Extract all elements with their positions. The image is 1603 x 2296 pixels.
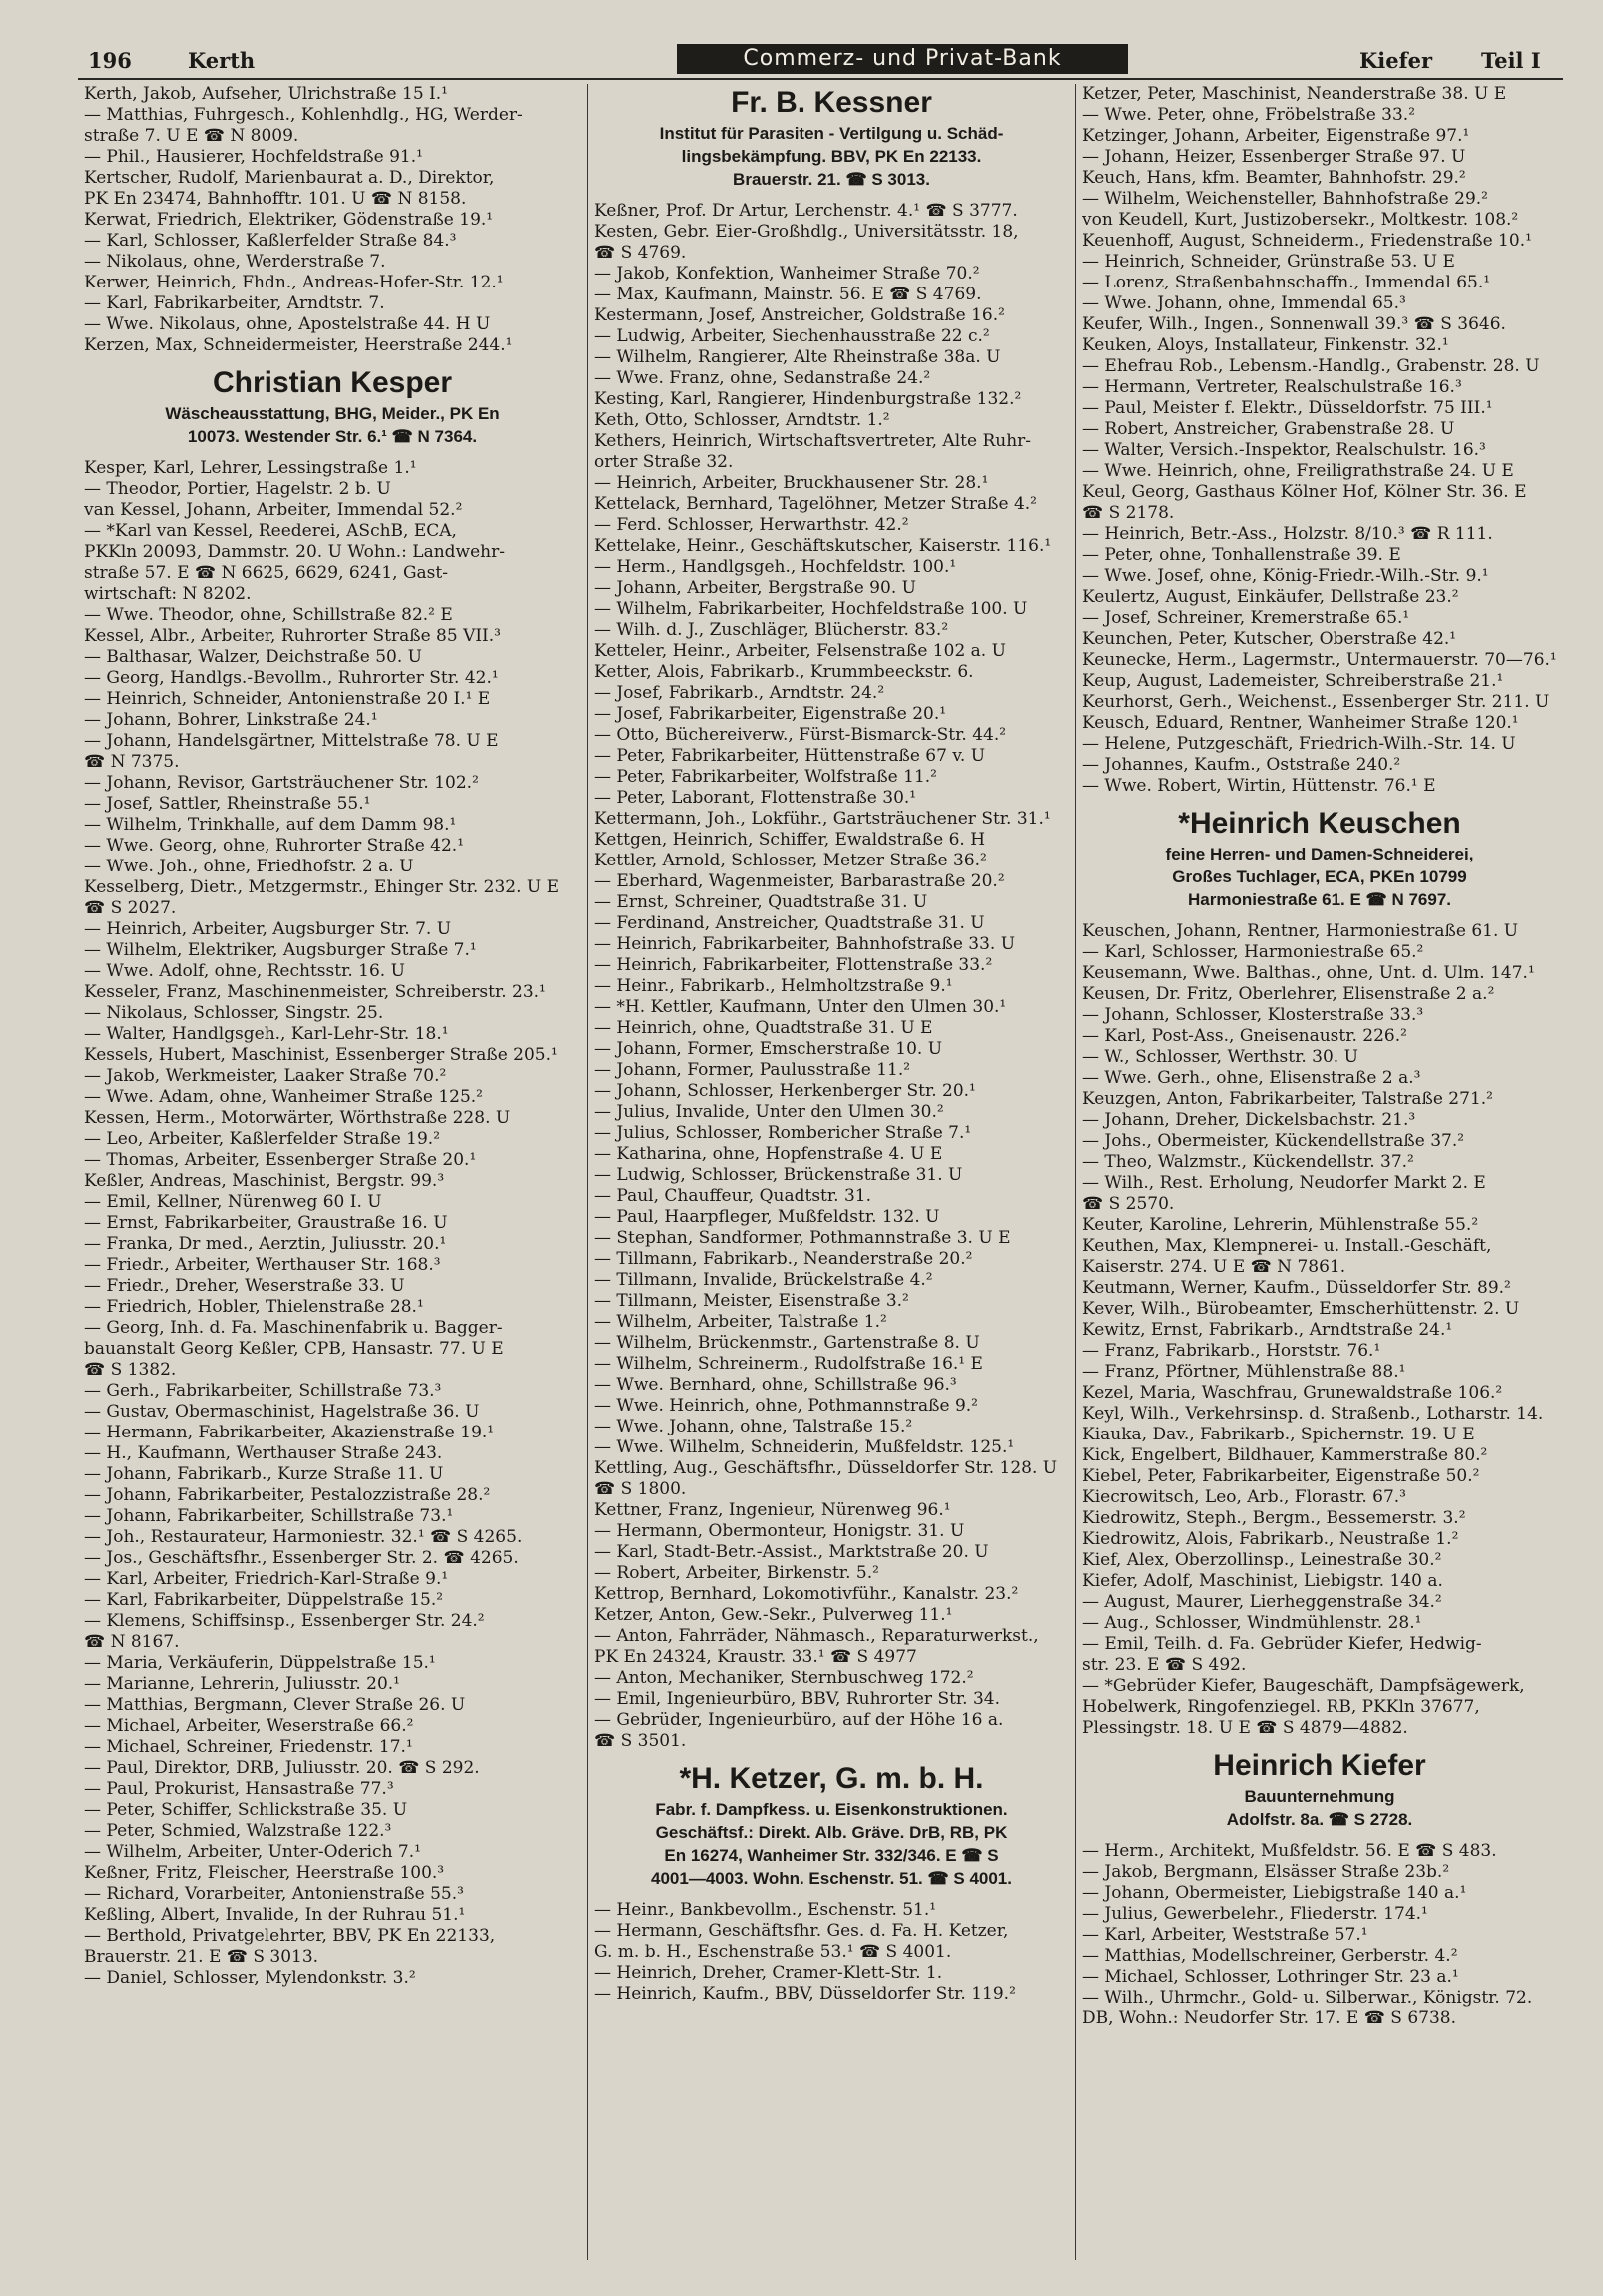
ad-kessner-title: Fr. B. Kessner: [731, 86, 932, 119]
directory-entry: Kettelack, Bernhard, Tagelöhner, Metzer Straße 4.²: [594, 494, 1037, 514]
directory-entry: Keuter, Karoline, Lehrerin, Mühlenstraße 55.²: [1082, 1215, 1479, 1235]
directory-entry: — Peter, Fabrikarbeiter, Hüttenstraße 67 v. U: [594, 746, 986, 766]
ad-kesper-line: 10073. Westender Str. 6.¹ ☎ N 7364.: [187, 427, 478, 446]
directory-entry: Keutmann, Werner, Kaufm., Düsseldorfer Str. 89.²: [1082, 1278, 1511, 1298]
directory-entry: DB, Wohn.: Neudorfer Str. 17. E ☎ S 6738.: [1082, 2009, 1457, 2028]
directory-entry: — Paul, Haarpfleger, Mußfeldstr. 132. U: [594, 1207, 940, 1227]
directory-entry: — Johann, Fabrikarbeiter, Schillstraße 73.¹: [84, 1506, 454, 1526]
directory-entry: Kettermann, Joh., Lokführ., Gartsträuchener Str. 31.¹: [594, 809, 1051, 829]
directory-entry: Keusen, Dr. Fritz, Oberlehrer, Elisenstraße 2 a.²: [1082, 984, 1495, 1004]
directory-entry: Kethers, Heinrich, Wirtschaftsvertreter, Alte Ruhr-: [594, 431, 1032, 451]
directory-entry: — Wwe. Johann, ohne, Talstraße 15.²: [594, 1417, 913, 1436]
directory-entry: Kertscher, Rudolf, Marienbaurat a. D., Direktor,: [84, 168, 495, 188]
directory-entry: Kewitz, Ernst, Fabrikarb., Arndtstraße 24.¹: [1082, 1320, 1453, 1340]
directory-entry: — Max, Kaufmann, Mainstr. 56. E ☎ S 4769.: [594, 285, 982, 304]
ad-ketzer-line: En 16274, Wanheimer Str. 332/346. E ☎ S: [664, 1846, 999, 1865]
left-catchword: Kerth: [188, 48, 256, 73]
directory-entry: Brauerstr. 21. E ☎ S 3013.: [84, 1947, 319, 1967]
directory-entry: — Heinrich, Arbeiter, Augsburger Str. 7. U: [84, 919, 452, 939]
directory-entry: Kiebel, Peter, Fabrikarbeiter, Eigenstraße 50.²: [1082, 1466, 1480, 1486]
entry-list: [84, 84, 581, 356]
directory-entry: Ketzinger, Johann, Arbeiter, Eigenstraße 97.¹: [1082, 126, 1470, 146]
directory-entry: Ketter, Alois, Fabrikarb., Krummbeeckstr. 6.: [594, 662, 974, 682]
directory-entry: straße 57. E ☎ N 6625, 6629, 6241, Gast-: [84, 563, 448, 583]
directory-entry: Kettler, Arnold, Schlosser, Metzer Straße 36.²: [594, 851, 987, 870]
directory-entry: — Wilh., Uhrmchr., Gold- u. Silberwar., Königstr. 72.: [1082, 1988, 1533, 2008]
directory-entry: — Wwe. Adolf, ohne, Rechtsstr. 16. U: [84, 961, 405, 981]
directory-entry: Kerth, Jakob, Aufseher, Ulrichstraße 15 I.¹: [84, 84, 448, 104]
directory-entry: — Wwe. Franz, ohne, Sedanstraße 24.²: [594, 368, 931, 388]
directory-entry: — Friedr., Dreher, Weserstraße 33. U: [84, 1276, 405, 1296]
directory-entry: — Johann, Heizer, Essenberger Straße 97. U: [1082, 147, 1466, 167]
directory-entry: Hobelwerk, Ringofenziegel. RB, PKKln 37677,: [1082, 1697, 1480, 1717]
directory-entry: Keup, August, Lademeister, Schreiberstraße 21.¹: [1082, 671, 1504, 691]
directory-entry: ☎ S 2570.: [1082, 1194, 1175, 1214]
directory-entry: — Josef, Schreiner, Kremerstraße 65.¹: [1082, 608, 1410, 628]
directory-entry: — Franz, Fabrikarb., Horststr. 76.¹: [1082, 1341, 1381, 1361]
directory-entry: — Wilhelm, Brückenmstr., Gartenstraße 8. U: [594, 1333, 980, 1353]
column-1: [78, 84, 587, 2260]
directory-entry: ☎ S 1800.: [594, 1479, 687, 1499]
directory-entry: — Jakob, Konfektion, Wanheimer Straße 70.²: [594, 264, 980, 284]
directory-entry: — Hermann, Vertreter, Realschulstraße 16.³: [1082, 377, 1462, 397]
column-3: [1076, 84, 1563, 2260]
directory-entry: — Wwe. Gerh., ohne, Elisenstraße 2 a.³: [1082, 1068, 1421, 1088]
ad-ketzer-line: Fabr. f. Dampfkess. u. Eisenkonstruktionen.: [655, 1800, 1008, 1819]
directory-entry: Keyl, Wilh., Verkehrsinsp. d. Straßenb., Lotharstr. 14.: [1082, 1404, 1544, 1424]
directory-entry: — August, Maurer, Lierheggenstraße 34.²: [1082, 1592, 1442, 1612]
directory-entry: — Michael, Schreiner, Friedenstr. 17.¹: [84, 1737, 413, 1757]
directory-entry: Keuken, Aloys, Installateur, Finkenstr. 32.¹: [1082, 335, 1449, 355]
directory-entry: Kessel, Albr., Arbeiter, Ruhrorter Straße 85 VII.³: [84, 626, 501, 646]
directory-entry: — Michael, Schlosser, Lothringer Str. 23 a.¹: [1082, 1967, 1459, 1987]
directory-entry: — Heinrich, Betr.-Ass., Holzstr. 8/10.³ ☎ R 111.: [1082, 524, 1493, 544]
columns: [78, 84, 1563, 2260]
directory-entry: Kettelake, Heinr., Geschäftskutscher, Kaiserstr. 116.¹: [594, 536, 1052, 556]
directory-entry: — Walter, Versich.-Inspektor, Realschulstr. 16.³: [1082, 440, 1486, 460]
directory-entry: Keuthen, Max, Klempnerei- u. Install.-Geschäft,: [1082, 1236, 1492, 1256]
right-catchword: Kiefer: [1359, 48, 1433, 73]
directory-entry: Ketzer, Anton, Gew.-Sekr., Pulverweg 11.¹: [594, 1605, 953, 1625]
column-2: [587, 84, 1076, 2260]
directory-entry: — Jakob, Werkmeister, Laaker Straße 70.²: [84, 1066, 447, 1086]
directory-entry: — Otto, Büchereiverw., Fürst-Bismarck-Str. 44.²: [594, 725, 1007, 745]
directory-entry: PKKln 20093, Dammstr. 20. U Wohn.: Landwehr-: [84, 542, 505, 562]
directory-entry: Kiefer, Adolf, Maschinist, Liebigstr. 140 a.: [1082, 1571, 1443, 1591]
directory-entry: Keuch, Hans, kfm. Beamter, Bahnhofstr. 29.²: [1082, 168, 1466, 188]
directory-entry: Keunecke, Herm., Lagermstr., Untermauerstr. 70—76.¹: [1082, 650, 1557, 670]
directory-entry: — Johann, Former, Paulusstraße 11.²: [594, 1060, 911, 1080]
ad-ketzer-line: Geschäftsf.: Direkt. Alb. Gräve. DrB, RB, PK: [655, 1823, 1008, 1842]
directory-entry: — Ernst, Schreiner, Quadtstraße 31. U: [594, 892, 928, 912]
directory-entry: — Franz, Pförtner, Mühlenstraße 88.¹: [1082, 1362, 1406, 1382]
ad-kiefer-title: Heinrich Kiefer: [1213, 1749, 1426, 1782]
directory-entry: — Nikolaus, ohne, Werderstraße 7.: [84, 252, 386, 272]
entry-list: [594, 201, 1069, 1752]
directory-entry: — Karl, Schlosser, Harmoniestraße 65.²: [1082, 942, 1424, 962]
entry-list: [84, 458, 581, 1989]
directory-entry: — Josef, Fabrikarb., Arndtstr. 24.²: [594, 683, 885, 703]
directory-entry: — Daniel, Schlosser, Mylendonkstr. 3.²: [84, 1968, 416, 1988]
directory-entry: Ketteler, Heinr., Arbeiter, Felsenstraße 102 a. U: [594, 641, 1006, 661]
directory-entry: ☎ S 4769.: [594, 243, 687, 263]
directory-entry: — Thomas, Arbeiter, Essenberger Straße 20.¹: [84, 1150, 477, 1170]
directory-entry: — Herm., Architekt, Mußfeldstr. 56. E ☎ S 483.: [1082, 1841, 1497, 1861]
directory-entry: Kiedrowitz, Alois, Fabrikarb., Neustraße 1.²: [1082, 1529, 1459, 1549]
directory-entry: Kettgen, Heinrich, Schiffer, Ewaldstraße 6. H: [594, 830, 986, 850]
directory-entry: G. m. b. H., Eschenstraße 53.¹ ☎ S 4001.: [594, 1942, 952, 1962]
entry-list: [1082, 84, 1557, 797]
directory-entry: — Georg, Inh. d. Fa. Maschinenfabrik u. Bagger-: [84, 1318, 503, 1338]
directory-entry: — Berthold, Privatgelehrter, BBV, PK En 22133,: [84, 1926, 496, 1946]
directory-entry: — Karl, Fabrikarbeiter, Arndtstr. 7.: [84, 293, 385, 313]
directory-entry: — Stephan, Sandformer, Pothmannstraße 3. U E: [594, 1228, 1011, 1248]
directory-entry: — Emil, Kellner, Nürenweg 60 I. U: [84, 1192, 382, 1212]
directory-entry: Kerwer, Heinrich, Fhdn., Andreas-Hofer-Str. 12.¹: [84, 273, 504, 292]
directory-entry: — Hermann, Geschäftsfhr. Ges. d. Fa. H. Ketzer,: [594, 1921, 1009, 1941]
directory-entry: Keunchen, Peter, Kutscher, Oberstraße 42.¹: [1082, 629, 1457, 649]
directory-entry: — Katharina, ohne, Hopfenstraße 4. U E: [594, 1144, 943, 1164]
directory-entry: — Julius, Schlosser, Rombericher Straße 7.¹: [594, 1123, 972, 1143]
directory-entry: van Kessel, Johann, Arbeiter, Immendal 52.²: [84, 500, 463, 520]
directory-entry: — Leo, Arbeiter, Kaßlerfelder Straße 19.²: [84, 1129, 441, 1149]
directory-entry: Kief, Alex, Oberzollinsp., Leinestraße 30.²: [1082, 1550, 1442, 1570]
bank-banner: Commerz- und Privat-Bank: [677, 44, 1128, 74]
directory-entry: — Heinr., Fabrikarb., Helmholtzstraße 9.¹: [594, 976, 953, 996]
part-label: Teil I: [1481, 48, 1541, 73]
ad-keuschen-title: *Heinrich Keuschen: [1178, 807, 1461, 840]
directory-entry: — Wwe. Bernhard, ohne, Schillstraße 96.³: [594, 1375, 957, 1395]
directory-entry: Keusch, Eduard, Rentner, Wanheimer Straße 120.¹: [1082, 713, 1519, 733]
directory-entry: Kerzen, Max, Schneidermeister, Heerstraße 244.¹: [84, 335, 513, 355]
directory-entry: — Phil., Hausierer, Hochfeldstraße 91.¹: [84, 147, 423, 167]
directory-entry: — Ludwig, Schlosser, Brückenstraße 31. U: [594, 1165, 963, 1185]
ad-ketzer-title: *H. Ketzer, G. m. b. H.: [679, 1762, 984, 1795]
directory-entry: wirtschaft: N 8202.: [84, 584, 252, 604]
directory-entry: — Julius, Gewerbelehr., Fliederstr. 174.¹: [1082, 1904, 1428, 1924]
directory-entry: Kettling, Aug., Geschäftsfhr., Düsseldorfer Str. 128. U: [594, 1458, 1058, 1478]
directory-entry: — Robert, Arbeiter, Birkenstr. 5.²: [594, 1563, 879, 1583]
directory-entry: Kettrop, Bernhard, Lokomotivführ., Kanalstr. 23.²: [594, 1584, 1019, 1604]
ad-keuschen: [1082, 805, 1557, 911]
directory-entry: — Nikolaus, Schlosser, Singstr. 25.: [84, 1003, 384, 1023]
ad-ketzer-line: 4001—4003. Wohn. Eschenstr. 51. ☎ S 4001.: [651, 1869, 1012, 1888]
directory-entry: — Johann, Handelsgärtner, Mittelstraße 78. U E: [84, 731, 499, 751]
directory-entry: — Wwe. Heinrich, ohne, Freiligrathstraße 24. U E: [1082, 461, 1514, 481]
directory-entry: Kessels, Hubert, Maschinist, Essenberger Straße 205.¹: [84, 1045, 558, 1065]
directory-entry: — Richard, Vorarbeiter, Antonienstraße 55.³: [84, 1884, 464, 1904]
directory-entry: — Hermann, Obermonteur, Honigstr. 31. U: [594, 1521, 965, 1541]
directory-entry: — Wwe. Peter, ohne, Fröbelstraße 33.²: [1082, 105, 1416, 125]
directory-entry: — Julius, Invalide, Unter den Ulmen 30.²: [594, 1102, 944, 1122]
directory-entry: — Ferd. Schlosser, Herwarthstr. 42.²: [594, 515, 909, 535]
directory-entry: Kesting, Karl, Rangierer, Hindenburgstraße 132.²: [594, 389, 1022, 409]
directory-entry: — Matthias, Modellschreiner, Gerberstr. 4.²: [1082, 1946, 1458, 1966]
directory-entry: Keusemann, Wwe. Balthas., ohne, Unt. d. Ulm. 147.¹: [1082, 963, 1535, 983]
directory-entry: — Gustav, Obermaschinist, Hagelstraße 36. U: [84, 1402, 480, 1422]
directory-entry: — *Gebrüder Kiefer, Baugeschäft, Dampfsägewerk,: [1082, 1676, 1525, 1696]
directory-entry: Keßner, Fritz, Fleischer, Heerstraße 100.³: [84, 1863, 445, 1883]
directory-entry: — Heinrich, Arbeiter, Bruckhausener Str. 28.¹: [594, 473, 989, 493]
ad-ketzer: [594, 1760, 1069, 1890]
directory-entry: ☎ S 1382.: [84, 1360, 177, 1380]
directory-entry: — Karl, Arbeiter, Friedrich-Karl-Straße 9.¹: [84, 1569, 449, 1589]
directory-entry: — W., Schlosser, Werthstr. 30. U: [1082, 1047, 1358, 1067]
entry-list: [1082, 921, 1557, 1739]
directory-entry: — Ehefrau Rob., Lebensm.-Handlg., Grabenstr. 28. U: [1082, 356, 1540, 376]
ad-kessner: [594, 84, 1069, 191]
directory-entry: — Wilh., Rest. Erholung, Neudorfer Markt 2. E: [1082, 1173, 1486, 1193]
directory-entry: — Herm., Handlgsgeh., Hochfeldstr. 100.¹: [594, 557, 957, 577]
directory-entry: Keßner, Prof. Dr Artur, Lerchenstr. 4.¹ ☎ S 3777.: [594, 201, 1018, 221]
directory-entry: — Paul, Meister f. Elektr., Düsseldorfstr. 75 III.¹: [1082, 398, 1493, 418]
directory-entry: — Heinrich, Fabrikarbeiter, Flottenstraße 33.²: [594, 955, 993, 975]
directory-entry: — Paul, Direktor, DRB, Juliusstr. 20. ☎ S 292.: [84, 1758, 480, 1778]
directory-entry: Keurhorst, Gerh., Weichenst., Essenberger Str. 211. U: [1082, 692, 1550, 712]
directory-entry: — Klemens, Schiffsinsp., Essenberger Str. 24.²: [84, 1611, 485, 1631]
directory-entry: — Karl, Post-Ass., Gneisenaustr. 226.²: [1082, 1026, 1407, 1046]
page-number: 196: [88, 48, 132, 73]
directory-entry: — Peter, ohne, Tonhallenstraße 39. E: [1082, 545, 1401, 565]
directory-entry: Kessen, Herm., Motorwärter, Wörthstraße 228. U: [84, 1108, 511, 1128]
directory-entry: orter Straße 32.: [594, 452, 734, 472]
directory-entry: — Johannes, Kaufm., Oststraße 240.²: [1082, 755, 1401, 775]
directory-entry: Keuschen, Johann, Rentner, Harmoniestraße 61. U: [1082, 921, 1519, 941]
directory-entry: — Wwe. Johann, ohne, Immendal 65.³: [1082, 293, 1406, 313]
directory-entry: — Lorenz, Straßenbahnschaffn., Immendal 65.¹: [1082, 273, 1491, 292]
directory-entry: — Johann, Arbeiter, Bergstraße 90. U: [594, 578, 916, 598]
directory-entry: Kesseler, Franz, Maschinenmeister, Schreiberstr. 23.¹: [84, 982, 546, 1002]
directory-entry: — Robert, Anstreicher, Grabenstraße 28. U: [1082, 419, 1455, 439]
directory-entry: — Anton, Mechaniker, Sternbuschweg 172.²: [594, 1668, 974, 1688]
directory-entry: Kezel, Maria, Waschfrau, Grunewaldstraße 106.²: [1082, 1383, 1503, 1403]
directory-entry: — Paul, Prokurist, Hansastraße 77.³: [84, 1779, 394, 1799]
directory-entry: — Karl, Stadt-Betr.-Assist., Marktstraße 20. U: [594, 1542, 989, 1562]
directory-entry: — Georg, Handlgs.-Bevollm., Ruhrorter Str. 42.¹: [84, 668, 499, 688]
directory-entry: Kick, Engelbert, Bildhauer, Kammerstraße 80.²: [1082, 1445, 1488, 1465]
directory-entry: Kerwat, Friedrich, Elektriker, Gödenstraße 19.¹: [84, 210, 494, 230]
directory-entry: — Gerh., Fabrikarbeiter, Schillstraße 73.³: [84, 1381, 442, 1401]
directory-entry: — Wilhelm, Trinkhalle, auf dem Damm 98.¹: [84, 815, 457, 835]
directory-entry: — Tillmann, Meister, Eisenstraße 3.²: [594, 1291, 909, 1311]
directory-entry: — Johann, Schlosser, Klosterstraße 33.³: [1082, 1005, 1424, 1025]
directory-entry: — Wwe. Robert, Wirtin, Hüttenstr. 76.¹ E: [1082, 776, 1436, 796]
directory-entry: — Gebrüder, Ingenieurbüro, auf der Höhe 16 a.: [594, 1710, 1004, 1730]
directory-entry: — Karl, Fabrikarbeiter, Düppelstraße 15.²: [84, 1590, 444, 1610]
directory-entry: ☎ S 3501.: [594, 1731, 687, 1751]
directory-entry: — Wwe. Theodor, ohne, Schillstraße 82.² E: [84, 605, 453, 625]
directory-entry: ☎ N 7375.: [84, 752, 180, 772]
ad-kiefer: [1082, 1747, 1557, 1831]
directory-entry: — Heinr., Bankbevollm., Eschenstr. 51.¹: [594, 1900, 937, 1920]
directory-entry: — Wilhelm, Elektriker, Augsburger Straße 7.¹: [84, 940, 477, 960]
directory-entry: — Franka, Dr med., Aerztin, Juliusstr. 20.¹: [84, 1234, 447, 1254]
directory-entry: — Aug., Schlosser, Windmühlenstr. 28.¹: [1082, 1613, 1422, 1633]
directory-entry: — Heinrich, Dreher, Cramer-Klett-Str. 1.: [594, 1963, 943, 1983]
directory-entry: Keßling, Albert, Invalide, In der Ruhrau 51.¹: [84, 1905, 466, 1925]
directory-entry: Kiauka, Dav., Fabrikarb., Spichernstr. 19. U E: [1082, 1425, 1475, 1444]
directory-entry: — Matthias, Bergmann, Clever Straße 26. U: [84, 1695, 466, 1715]
directory-entry: — Paul, Chauffeur, Quadtstr. 31.: [594, 1186, 871, 1206]
directory-entry: — Wwe. Georg, ohne, Ruhrorter Straße 42.¹: [84, 836, 465, 856]
directory-entry: — Theo, Walzmstr., Kückendellstr. 37.²: [1082, 1152, 1414, 1172]
directory-entry: — Ferdinand, Anstreicher, Quadtstraße 31. U: [594, 913, 985, 933]
directory-entry: — H., Kaufmann, Werthauser Straße 243.: [84, 1443, 443, 1463]
ad-kessner-line: Institut für Parasiten - Vertilgung u. Schäd-: [659, 124, 1004, 143]
ad-kiefer-line: Adolfstr. 8a. ☎ S 2728.: [1226, 1810, 1413, 1829]
directory-entry: — Wwe. Nikolaus, ohne, Apostelstraße 44. H U: [84, 314, 491, 334]
page-header: [78, 44, 1563, 80]
directory-entry: — Wwe. Adam, ohne, Wanheimer Straße 125.²: [84, 1087, 483, 1107]
directory-entry: — Josef, Sattler, Rheinstraße 55.¹: [84, 794, 371, 814]
directory-entry: — Hermann, Fabrikarbeiter, Akazienstraße 19.¹: [84, 1423, 495, 1442]
directory-entry: Keth, Otto, Schlosser, Arndtstr. 1.²: [594, 410, 890, 430]
directory-entry: Ketzer, Peter, Maschinist, Neanderstraße 38. U E: [1082, 84, 1507, 104]
directory-entry: — Helene, Putzgeschäft, Friedrich-Wilh.-Str. 14. U: [1082, 734, 1516, 754]
directory-entry: Kesper, Karl, Lehrer, Lessingstraße 1.¹: [84, 458, 417, 478]
directory-entry: — Wilhelm, Fabrikarbeiter, Hochfeldstraße 100. U: [594, 599, 1028, 619]
directory-entry: — Wilhelm, Rangierer, Alte Rheinstraße 38a. U: [594, 347, 1001, 367]
directory-entry: — Johann, Obermeister, Liebigstraße 140 a.¹: [1082, 1883, 1467, 1903]
ad-kessner-line: lingsbekämpfung. BBV, PK En 22133.: [681, 147, 982, 166]
directory-entry: — Wilhelm, Arbeiter, Unter-Oderich 7.¹: [84, 1842, 421, 1862]
directory-entry: — Johann, Dreher, Dickelsbachstr. 21.³: [1082, 1110, 1416, 1130]
directory-entry: — Johann, Revisor, Gartsträuchener Str. 102.²: [84, 773, 479, 793]
directory-entry: str. 23. E ☎ S 492.: [1082, 1655, 1247, 1675]
directory-entry: — Johann, Fabrikarb., Kurze Straße 11. U: [84, 1464, 444, 1484]
directory-entry: — Friedrich, Hobler, Thielenstraße 28.¹: [84, 1297, 424, 1317]
directory-entry: — Johann, Schlosser, Herkenberger Str. 20.¹: [594, 1081, 976, 1101]
directory-entry: — Maria, Verkäuferin, Düppelstraße 15.¹: [84, 1653, 436, 1673]
directory-entry: — Emil, Ingenieurbüro, BBV, Ruhrorter Str. 34.: [594, 1689, 1001, 1709]
directory-entry: — Wwe. Josef, ohne, König-Friedr.-Wilh.-Str. 9.¹: [1082, 566, 1489, 586]
directory-entry: — Peter, Schmied, Walzstraße 122.³: [84, 1821, 392, 1841]
directory-entry: Keuenhoff, August, Schneiderm., Friedenstraße 10.¹: [1082, 231, 1532, 251]
directory-entry: — Heinrich, Schneider, Antonienstraße 20 I.¹ E: [84, 689, 491, 709]
directory-entry: — Heinrich, Schneider, Grünstraße 53. U E: [1082, 252, 1455, 272]
directory-entry: — Joh., Restaurateur, Harmoniestr. 32.¹ ☎ S 4265.: [84, 1527, 523, 1547]
directory-entry: — Heinrich, ohne, Quadtstraße 31. U E: [594, 1018, 933, 1038]
ad-keuschen-line: Harmoniestraße 61. E ☎ N 7697.: [1187, 890, 1451, 909]
directory-entry: — Wwe. Heinrich, ohne, Pothmannstraße 9.²: [594, 1396, 978, 1416]
directory-entry: — Anton, Fahrräder, Nähmasch., Reparaturwerkst.,: [594, 1626, 1039, 1646]
directory-entry: — Peter, Fabrikarbeiter, Wolfstraße 11.²: [594, 767, 937, 787]
directory-entry: — Emil, Teilh. d. Fa. Gebrüder Kiefer, Hedwig-: [1082, 1634, 1482, 1654]
directory-entry: — *Karl van Kessel, Reederei, ASchB, ECA,: [84, 521, 457, 541]
directory-entry: PK En 23474, Bahnhofftr. 101. U ☎ N 8158.: [84, 189, 467, 209]
directory-entry: Kettner, Franz, Ingenieur, Nürenweg 96.¹: [594, 1500, 951, 1520]
directory-entry: — Tillmann, Fabrikarb., Neanderstraße 20.²: [594, 1249, 973, 1269]
entry-list: [594, 1900, 1069, 2005]
directory-entry: — Josef, Fabrikarbeiter, Eigenstraße 20.¹: [594, 704, 947, 724]
directory-entry: — Jakob, Bergmann, Elsässer Straße 23b.²: [1082, 1862, 1450, 1882]
directory-entry: — Wilhelm, Arbeiter, Talstraße 1.²: [594, 1312, 887, 1332]
directory-entry: Keul, Georg, Gasthaus Kölner Hof, Kölner Str. 36. E: [1082, 482, 1527, 502]
directory-entry: Kever, Wilh., Bürobeamter, Emscherhüttenstr. 2. U: [1082, 1299, 1520, 1319]
directory-entry: — Tillmann, Invalide, Brückelstraße 4.²: [594, 1270, 933, 1290]
directory-entry: — Johann, Fabrikarbeiter, Pestalozzistraße 28.²: [84, 1485, 491, 1505]
ad-keuschen-line: Großes Tuchlager, ECA, PKEn 10799: [1172, 867, 1467, 886]
directory-entry: — Heinrich, Fabrikarbeiter, Bahnhofstraße 33. U: [594, 934, 1016, 954]
directory-entry: — Jos., Geschäftsfhr., Essenberger Str. 2. ☎ 4265.: [84, 1548, 519, 1568]
directory-entry: Plessingstr. 18. U E ☎ S 4879—4882.: [1082, 1718, 1408, 1738]
directory-entry: — Friedr., Arbeiter, Werthauser Str. 168.³: [84, 1255, 441, 1275]
directory-entry: — Theodor, Portier, Hagelstr. 2 b. U: [84, 479, 391, 499]
ad-kessner-line: Brauerstr. 21. ☎ S 3013.: [733, 170, 930, 189]
directory-entry: — Wwe. Wilhelm, Schneiderin, Mußfeldstr. 125.¹: [594, 1437, 1015, 1457]
directory-entry: — Eberhard, Wagenmeister, Barbarastraße 20.²: [594, 871, 1005, 891]
directory-entry: — Wilh. d. J., Zuschläger, Blücherstr. 83.²: [594, 620, 949, 640]
directory-entry: straße 7. U E ☎ N 8009.: [84, 126, 299, 146]
ad-keuschen-line: feine Herren- und Damen-Schneiderei,: [1165, 845, 1474, 863]
directory-entry: — *H. Kettler, Kaufmann, Unter den Ulmen 30.¹: [594, 997, 1007, 1017]
directory-entry: Kesten, Gebr. Eier-Großhdlg., Universitätsstr. 18,: [594, 222, 1019, 242]
directory-entry: Kiecrowitsch, Leo, Arb., Florastr. 67.³: [1082, 1487, 1406, 1507]
directory-entry: — Balthasar, Walzer, Deichstraße 50. U: [84, 647, 422, 667]
ad-kesper-line: Wäscheausstattung, BHG, Meider., PK En: [165, 404, 500, 423]
directory-entry: ☎ S 2178.: [1082, 503, 1175, 523]
directory-entry: — Ernst, Fabrikarbeiter, Graustraße 16. U: [84, 1213, 448, 1233]
directory-entry: bauanstalt Georg Keßler, CPB, Hansastr. 77. U E: [84, 1339, 504, 1359]
directory-entry: — Johann, Former, Emscherstraße 10. U: [594, 1039, 943, 1059]
directory-entry: — Wilhelm, Schreinerm., Rudolfstraße 16.¹ E: [594, 1354, 983, 1374]
ad-kesper: [84, 364, 581, 448]
directory-entry: — Heinrich, Kaufm., BBV, Düsseldorfer Str. 119.²: [594, 1984, 1016, 2004]
directory-entry: — Johs., Obermeister, Kückendellstraße 37.²: [1082, 1131, 1465, 1151]
directory-entry: Kiedrowitz, Steph., Bergm., Bessemerstr. 3.²: [1082, 1508, 1466, 1528]
entry-list: [1082, 1841, 1557, 2029]
directory-entry: — Walter, Handlgsgeh., Karl-Lehr-Str. 18.¹: [84, 1024, 449, 1044]
directory-entry: PK En 24324, Kraustr. 33.¹ ☎ S 4977: [594, 1647, 917, 1667]
ad-kesper-title: Christian Kesper: [212, 366, 453, 399]
ad-kiefer-line: Bauunternehmung: [1244, 1787, 1395, 1806]
directory-entry: ☎ N 8167.: [84, 1632, 180, 1652]
directory-entry: ☎ S 2027.: [84, 898, 177, 918]
directory-entry: Kestermann, Josef, Anstreicher, Goldstraße 16.²: [594, 305, 1005, 325]
directory-entry: Keulertz, August, Einkäufer, Dellstraße 23.²: [1082, 587, 1459, 607]
directory-entry: — Johann, Bohrer, Linkstraße 24.¹: [84, 710, 378, 730]
directory-entry: Keßler, Andreas, Maschinist, Bergstr. 99.³: [84, 1171, 445, 1191]
directory-entry: von Keudell, Kurt, Justizobersekr., Moltkestr. 108.²: [1082, 210, 1519, 230]
directory-entry: Kesselberg, Dietr., Metzgermstr., Ehinger Str. 232. U E: [84, 877, 560, 897]
directory-entry: — Karl, Schlosser, Kaßlerfelder Straße 84.³: [84, 231, 457, 251]
directory-entry: — Ludwig, Arbeiter, Siechenhausstraße 22 c.²: [594, 326, 990, 346]
directory-entry: Kaiserstr. 274. U E ☎ N 7861.: [1082, 1257, 1346, 1277]
directory-entry: Keuzgen, Anton, Fabrikarbeiter, Talstraße 271.²: [1082, 1089, 1493, 1109]
directory-entry: — Peter, Laborant, Flottenstraße 30.¹: [594, 788, 917, 808]
directory-entry: Keufer, Wilh., Ingen., Sonnenwall 39.³ ☎ S 3646.: [1082, 314, 1506, 334]
directory-entry: — Marianne, Lehrerin, Juliusstr. 20.¹: [84, 1674, 400, 1694]
directory-entry: — Matthias, Fuhrgesch., Kohlenhdlg., HG, Werder-: [84, 105, 523, 125]
directory-entry: — Wwe. Joh., ohne, Friedhofstr. 2 a. U: [84, 857, 414, 876]
directory-entry: — Michael, Arbeiter, Weserstraße 66.²: [84, 1716, 414, 1736]
directory-entry: — Peter, Schiffer, Schlickstraße 35. U: [84, 1800, 408, 1820]
directory-entry: — Wilhelm, Weichensteller, Bahnhofstraße 29.²: [1082, 189, 1488, 209]
directory-entry: — Karl, Arbeiter, Weststraße 57.¹: [1082, 1925, 1368, 1945]
